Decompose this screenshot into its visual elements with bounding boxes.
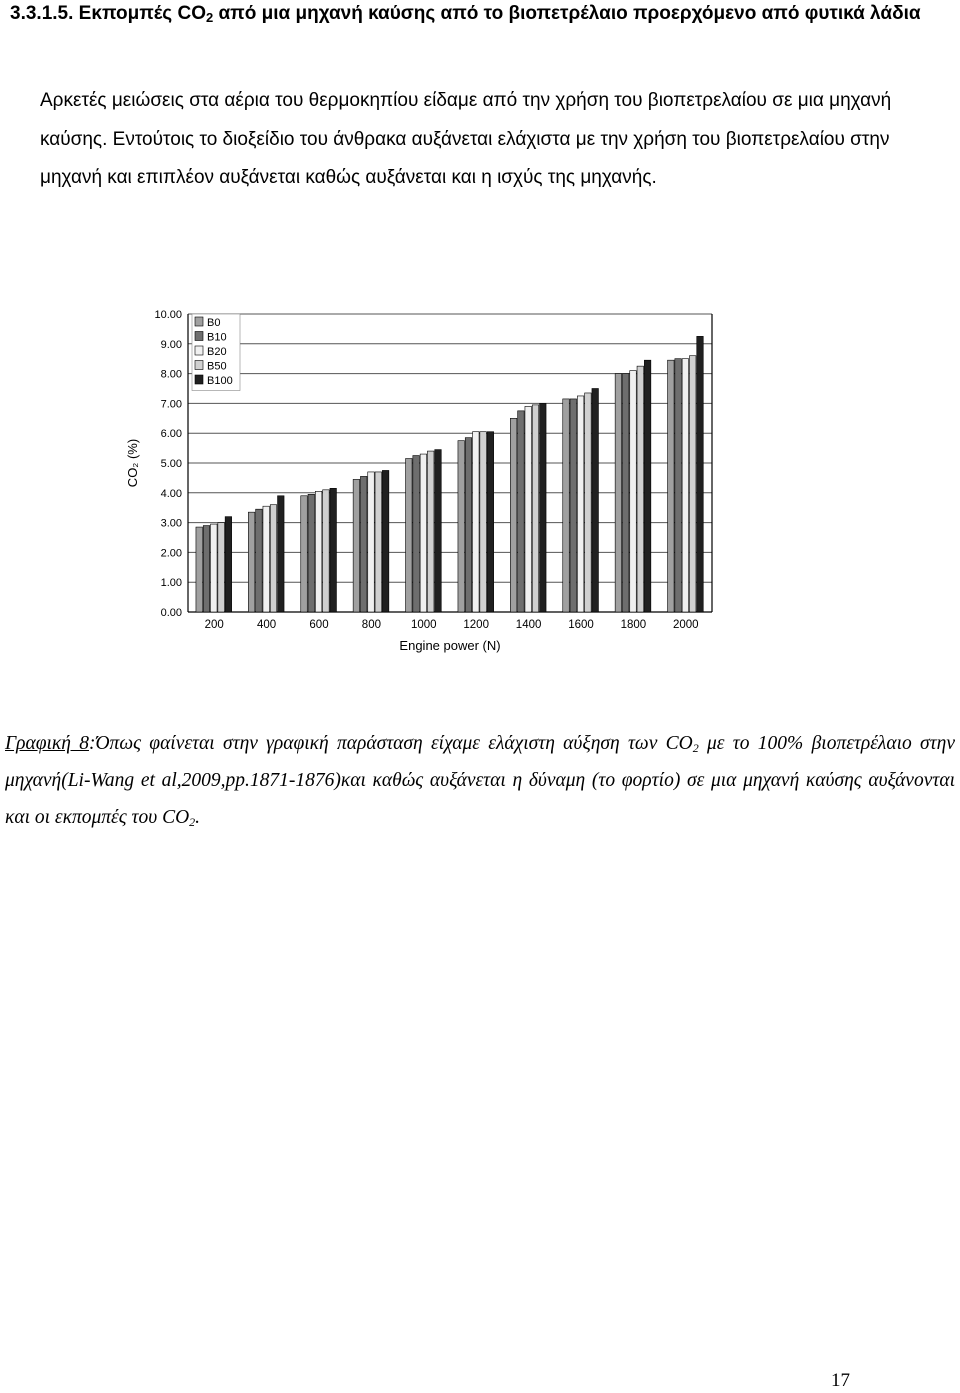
y-tick-label: 4.00 — [160, 487, 182, 500]
bar-b0-1200 — [458, 441, 465, 612]
caption-text-2: με το 100% βιοπετρέλαιο στην μηχανή(Li-Wang et al,2009,pp.1871-1876)και καθώς αυξάνεται η δύναμη (το φορτίο) σε μια μηχανή καύσης αυξάνονται και οι εκπομπές του CO — [5, 733, 955, 828]
bar-b100-800 — [382, 470, 389, 612]
bar-b50-1400 — [532, 405, 539, 612]
bar-b50-1000 — [427, 451, 434, 612]
y-tick-label: 7.00 — [160, 398, 182, 411]
bar-b10-1000 — [413, 456, 420, 612]
legend-swatch-b100 — [195, 375, 203, 384]
bar-b20-2000 — [682, 359, 689, 612]
bar-b20-600 — [315, 491, 322, 612]
bar-b20-400 — [263, 506, 270, 612]
y-tick-label: 1.00 — [160, 577, 182, 590]
x-tick-label: 800 — [361, 619, 381, 631]
bar-b0-1000 — [406, 459, 413, 612]
y-tick-label: 5.00 — [160, 458, 182, 470]
bar-b10-400 — [256, 509, 263, 612]
y-tick-label: 9.00 — [160, 338, 182, 351]
bar-b10-600 — [308, 494, 315, 612]
caption-label: Γραφική 8 — [5, 733, 89, 754]
caption-text-3: . — [195, 807, 201, 828]
x-tick-label: 200 — [204, 619, 224, 631]
bar-b10-1400 — [518, 411, 525, 612]
legend-swatch-b0 — [195, 317, 203, 326]
x-tick-label: 1200 — [463, 619, 489, 631]
section-number: 3.3.1.5. — [10, 3, 74, 24]
bar-b100-2000 — [697, 336, 704, 612]
section-heading — [10, 0, 950, 27]
legend-label-b0: B0 — [207, 317, 221, 329]
bar-b10-1800 — [622, 374, 629, 612]
bar-b0-2000 — [668, 360, 675, 612]
bar-b50-800 — [375, 472, 382, 612]
y-tick-label: 10.00 — [154, 309, 182, 321]
x-tick-label: 1000 — [411, 619, 437, 631]
bar-b100-1600 — [592, 389, 599, 613]
bar-b50-400 — [270, 505, 277, 612]
bar-b20-1400 — [525, 406, 532, 612]
y-tick-label: 6.00 — [160, 428, 182, 441]
figure-caption — [5, 725, 955, 836]
bar-b10-1600 — [570, 399, 577, 612]
x-tick-label: 400 — [257, 619, 277, 631]
bar-b20-1200 — [473, 432, 480, 612]
bar-b0-400 — [248, 512, 255, 612]
bar-b0-800 — [353, 479, 360, 612]
y-tick-label: 0.00 — [160, 607, 182, 619]
x-tick-label: 1800 — [620, 619, 647, 631]
bar-b10-200 — [203, 526, 210, 612]
bar-b0-1400 — [510, 418, 516, 612]
bar-b20-1600 — [577, 396, 584, 612]
section-title-part-2: από μια μηχανή καύσης από το βιοπετρέλαιο προερχόμενο από φυτικά λάδια — [218, 3, 921, 24]
bar-b0-1800 — [615, 374, 622, 612]
bar-b20-1000 — [420, 454, 427, 612]
x-axis-label: Engine power (N) — [399, 638, 501, 653]
legend-swatch-b50 — [195, 361, 203, 370]
bar-b100-200 — [225, 517, 232, 612]
bar-b100-1000 — [435, 450, 442, 612]
legend-label-b10: B10 — [207, 331, 227, 344]
legend-label-b20: B20 — [207, 346, 227, 358]
bar-b50-2000 — [689, 356, 696, 612]
bar-b10-2000 — [675, 359, 682, 612]
caption-subscript-1: 2 — [692, 741, 699, 755]
co2-bar-chart-figure — [115, 300, 725, 670]
bar-b20-200 — [211, 524, 218, 612]
bar-b100-400 — [278, 496, 285, 612]
legend-swatch-b10 — [195, 332, 203, 341]
bar-b0-600 — [301, 496, 308, 612]
x-tick-label: 2000 — [673, 619, 699, 631]
legend-label-b50: B50 — [207, 360, 227, 373]
bar-b100-1800 — [644, 360, 651, 612]
bar-b50-1600 — [585, 393, 592, 612]
bar-b10-800 — [360, 476, 367, 612]
y-tick-label: 2.00 — [160, 547, 182, 560]
bar-b20-1800 — [630, 371, 637, 612]
y-axis-label: CO₂ (%) — [125, 438, 140, 488]
bar-b50-200 — [218, 523, 225, 612]
co2-bar-chart — [115, 300, 725, 670]
section-title-part-1: Εκπομπές CO — [78, 3, 206, 24]
legend-label-b100: B100 — [207, 375, 233, 387]
bar-b50-1800 — [637, 366, 644, 612]
bar-b100-1400 — [540, 403, 547, 612]
bar-b0-200 — [196, 527, 203, 612]
bar-b50-600 — [323, 490, 330, 612]
legend-swatch-b20 — [195, 346, 203, 355]
y-tick-label: 3.00 — [160, 517, 182, 530]
x-tick-label: 1600 — [568, 619, 594, 631]
caption-subscript-2: 2 — [189, 815, 196, 829]
body-paragraph: Αρκετές μειώσεις στα αέρια του θερμοκηπίου είδαμε από την χρήση του βιοπετρελαίου σε μια μηχανή καύσης. Εντούτοις το διοξείδιο του άνθρακα αυξάνεται ελάχιστα με την χρήση του βιοπετρελαίου στην μηχανή και επιπλέον αυξάνεται καθώς αυξάνεται και η ισχύς της μηχανής. — [40, 90, 892, 188]
x-tick-label: 600 — [309, 619, 329, 631]
subscript-2: 2 — [205, 10, 214, 25]
x-tick-label: 1400 — [515, 619, 542, 631]
bar-b20-800 — [368, 472, 375, 612]
y-tick-label: 8.00 — [160, 368, 182, 381]
bar-b100-1200 — [487, 432, 494, 612]
bar-b0-1600 — [563, 399, 570, 612]
bar-b10-1200 — [465, 438, 472, 612]
bar-b100-600 — [330, 488, 337, 612]
bar-b50-1200 — [480, 432, 487, 612]
page-number: 17 — [831, 1370, 850, 1391]
caption-text-1: :Όπως φαίνεται στην γραφική παράσταση είχαμε ελάχιστη αύξηση των CO — [88, 733, 693, 754]
